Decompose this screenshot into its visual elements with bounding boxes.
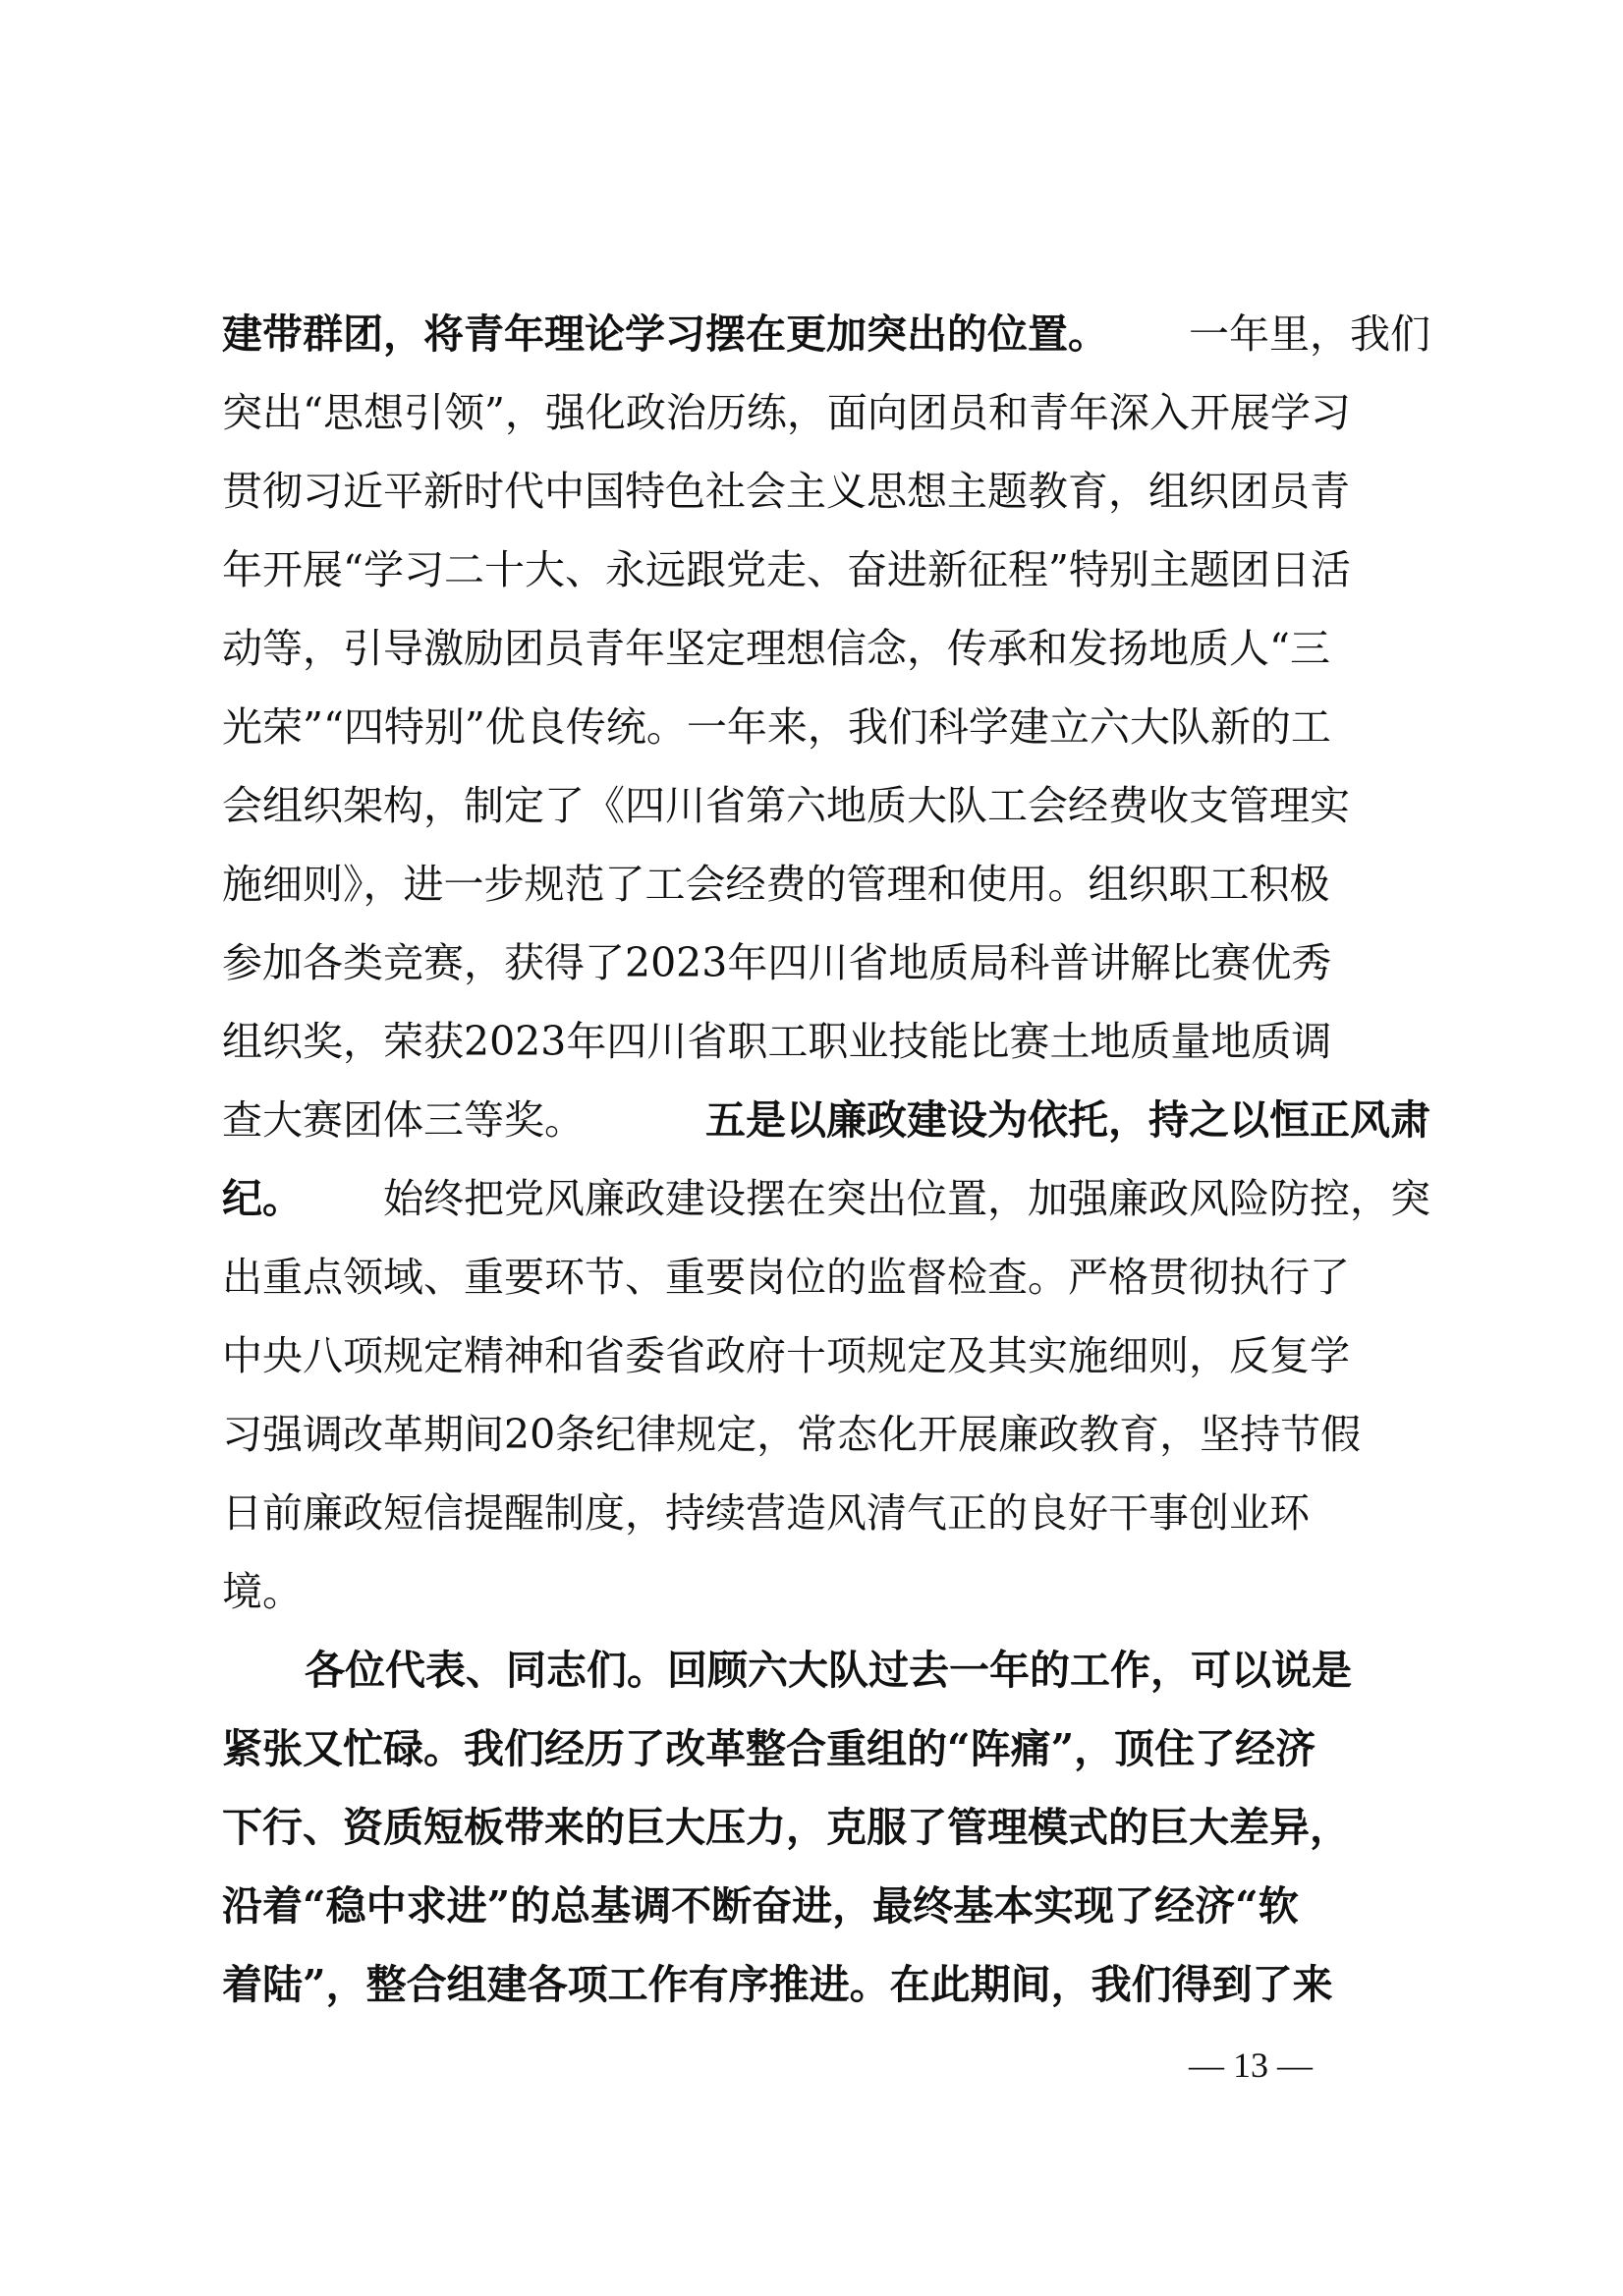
text-segment: 各位代表、同志们。回顾六大队过去一年的工作，可以说是 bbox=[305, 1647, 1352, 1694]
text-segment: 贯彻习近平新时代中国特色社会主义思想主题教育，组织团员青 bbox=[222, 468, 1350, 515]
text-line bbox=[222, 1945, 1430, 2024]
page-number: — 13 — bbox=[1189, 2045, 1313, 2085]
text-line bbox=[222, 924, 1430, 1002]
text-segment: 五是以廉政建设为依托，持之以恒正风肃 bbox=[705, 1096, 1430, 1144]
text-segment: 习强调改革期间20条纪律规定，常态化开展廉政教育，坚持节假 bbox=[222, 1411, 1362, 1458]
text-line bbox=[222, 845, 1430, 924]
text-segment: 境。 bbox=[222, 1568, 303, 1615]
text-segment: 下行、资质短板带来的巨大压力，克服了管理模式的巨大差异， bbox=[222, 1804, 1350, 1851]
text-segment: 突出“思想引领”，强化政治历练，面向团员和青年深入开展学习 bbox=[222, 389, 1351, 436]
text-line bbox=[222, 1631, 1430, 1709]
text-segment: 着陆”，整合组建各项工作有序推进。在此期间，我们得到了来 bbox=[222, 1961, 1333, 2008]
text-segment: 会组织架构，制定了《四川省第六地质大队工会经费收支管理实 bbox=[222, 782, 1350, 829]
text-line bbox=[222, 1081, 1430, 1159]
text-line bbox=[222, 766, 1430, 845]
text-segment: 沿着“稳中求进”的总基调不断奋进，最终基本实现了经济“软 bbox=[222, 1882, 1299, 1930]
text-segment: 日前廉政短信提醒制度，持续营造风清气正的良好干事创业环 bbox=[222, 1489, 1310, 1537]
body-text bbox=[222, 295, 1430, 2024]
text-line bbox=[222, 1788, 1430, 1867]
text-line bbox=[222, 531, 1430, 609]
text-segment: 施细则》，进一步规范了工会经费的管理和使用。组织职工积极 bbox=[222, 861, 1330, 908]
text-line bbox=[222, 1238, 1430, 1316]
text-segment: 纪。 bbox=[222, 1175, 303, 1222]
text-line bbox=[222, 688, 1430, 766]
text-segment: 建带群团，将青年理论学习摆在更加突出的位置。 bbox=[222, 310, 1108, 358]
text-segment: 出重点领域、重要环节、重要岗位的监督检查。严格贯彻执行了 bbox=[222, 1254, 1350, 1301]
text-segment: 光荣”“四特别”优良传统。一年来，我们科学建立六大队新的工 bbox=[222, 703, 1331, 751]
text-line bbox=[222, 1159, 1430, 1238]
text-segment: 始终把党风廉政建设摆在突出位置，加强廉政风险防控，突 bbox=[383, 1175, 1430, 1222]
text-line bbox=[222, 1002, 1430, 1081]
text-line bbox=[222, 1316, 1430, 1395]
text-line bbox=[222, 373, 1430, 452]
text-line bbox=[222, 1552, 1430, 1631]
text-segment: 查大赛团体三等奖。 bbox=[222, 1096, 585, 1144]
text-line bbox=[222, 609, 1430, 688]
text-segment: 一年里，我们 bbox=[1189, 310, 1430, 358]
text-segment: 中央八项规定精神和省委省政府十项规定及其实施细则，反复学 bbox=[222, 1332, 1350, 1379]
text-line bbox=[222, 1474, 1430, 1552]
text-segment: 动等，引导激励团员青年坚定理想信念，传承和发扬地质人“三 bbox=[222, 625, 1330, 672]
text-line bbox=[222, 1867, 1430, 1945]
text-line bbox=[222, 1395, 1430, 1474]
text-line bbox=[222, 452, 1430, 531]
text-segment: 年开展“学习二十大、永远跟党走、奋进新征程”特别主题团日活 bbox=[222, 546, 1351, 593]
text-segment: 组织奖，荣获2023年四川省职工职业技能比赛土地质量地质调 bbox=[222, 1018, 1332, 1065]
text-segment: 紧张又忙碌。我们经历了改革整合重组的“阵痛”，顶住了经济 bbox=[222, 1725, 1316, 1772]
text-segment: 参加各类竞赛，获得了2023年四川省地质局科普讲解比赛优秀 bbox=[222, 939, 1332, 986]
text-line bbox=[222, 295, 1430, 373]
text-line bbox=[222, 1709, 1430, 1788]
